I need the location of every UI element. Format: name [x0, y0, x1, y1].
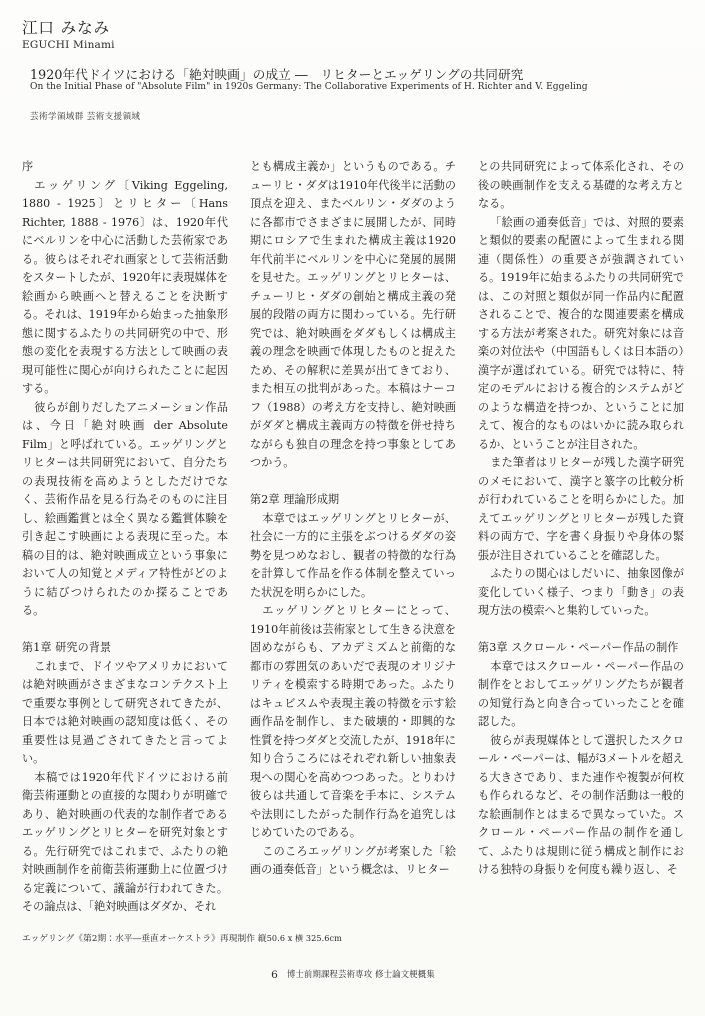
page-title: 1920年代ドイツにおける「絶対映画」の成立 ― リヒターとエッゲリングの共同研究 [30, 67, 524, 82]
body-column-2 [250, 158, 456, 903]
figure-caption-dimensions: 50.6 x 横 325.6cm [266, 933, 342, 943]
paragraph: ふたりの関心はしだいに、抽象図像が変化していく様子、つまり「動き」の表現方法の模索へと集約していった。 [478, 567, 684, 617]
page-content [22, 0, 684, 1016]
page-subtitle-english: On the Initial Phase of "Absolute Film" in 1920s Germany: The Collaborative Experiments of H. Richter and V. Eggeling [30, 82, 588, 92]
paragraph: 本稿では1920年代ドイツにおける前衛芸術運動との直接的な関わりが明確であり、絶対映画の代表的な制作者であるエッゲリングとリヒターを研究対象とする。先行研究ではこれまで、ふたりの絶対映画制作を前衛芸術運動上に位置づける定義について、議論が行われてきた。その論点は、「絶対映画はダダか、それ [22, 770, 228, 913]
page-number: 6 [271, 968, 278, 981]
paragraph: 彼らが表現媒体として選択したスクロール・ペーパーは、幅が3メートルを超える大きさであり、また連作や複製が何枚も作られるなど、その制作活動は一般的な絵画制作とはまるで異なっていた。スクロール・ペーパー作品の制作を通して、ふたりは規則に従う構成と制作における独特の身振りを何度も繰り返し、そ [478, 733, 684, 876]
paragraph-spacer [250, 473, 456, 492]
body-column-1 [22, 158, 228, 913]
paragraph: エッゲリングとリヒターにとって、1910年前後は芸術家として生きる決意を固めながらも、アカデミズムと前衛的な都市の雰囲気のあいだで表現のオリジナリティを模索する時期であった。ふたりはキュビスムや表現主義の特徴を示す絵画作品を制作し、また破壊的・即興的な性質を持つダダと交流したが、1918年に知り合うころにはそれぞれ新しい抽象表現への関心を高めつつあった。とりわけ彼らは共通して音楽を手本に、システムや法則にしたがった制作行為を追究しはじめていたのである。 [250, 604, 456, 839]
page-footer [22, 968, 684, 981]
section-heading-chapter-3: 第3章 スクロール・ペーパー作品の制作 [478, 641, 679, 654]
paragraph: との共同研究によって体系化され、その後の映画制作を支える基礎的な考え方となる。 [478, 160, 684, 210]
paragraph: これまで、ドイツやアメリカにおいては絶対映画がさまざまなコンテクスト上で重要な事例として研究されてきたが、日本では絶対映画の認知度は低く、その重要性は見過ごされてきたと言ってよい。 [22, 659, 228, 765]
paragraph: エッゲリング〔Viking Eggeling, 1880 - 1925〕とリヒター〔Hans Richter, 1888 - 1976〕は、1920年代にベルリンを中心に活動した芸術家である。彼らはそれぞれ画家として芸術活動をスタートしたが、1920年に表現媒体を絵画から映画へと替えることを決断する。それは、1919年から始まった抽象形態に関するふたりの共同研究の中で、形態の変化を表現する方法として映画の表現可能性に関心が向けられたことに起因する。 [22, 178, 228, 395]
affiliation-label: 芸術学領域群 芸術支援領域 [30, 112, 141, 122]
paragraph-spacer [478, 621, 684, 640]
section-heading-intro: 序 [22, 160, 34, 173]
body-column-3 [478, 158, 684, 903]
paragraph: このころエッゲリングが考案した「絵画の通奏低音」という概念は、リヒター [250, 844, 456, 876]
figure-caption [22, 932, 342, 944]
paragraph: 彼らが創りだしたアニメーション作品は、今日「絶対映画 der Absolute Film」と呼ばれている。エッゲリングとリヒターは共同研究において、自分たちの表現技術を高めようとしただけでなく、芸術作品を見る行為そのものに注目し、絵画鑑賞とは全く異なる鑑賞体験を引き起こす映画による表現に至った。本稿の目的は、絶対映画成立という事象において人の知覚とメディア特性がどのように結びつけられたのか探ることである。 [22, 400, 228, 617]
author-name-japanese: 江口 みなみ [22, 19, 111, 37]
paragraph: とも構成主義か」というものである。チューリヒ・ダダは1910年代後半に活動の頂点を迎え、またベルリン・ダダのように各都市でさまざまに展開したが、同時期にロシアで生まれた構成主義は1920年代前半にベルリンを中心に発展的展開を見せた。エッゲリングとリヒターは、チューリヒ・ダダの創始と構成主義の発展的段階の両方に関わっている。先行研究では、絶対映画をダダもしくは構成主義の理念を映画で体現したものと捉えたため、その解釈に差異が出てきており、また相互の批判があった。本稿はナーコフ（1988）の考え方を支持し、絶対映画がダダと構成主義両方の特徴を併せ持ちながらも独自の理念を持つ事象としてあつかう。 [250, 160, 456, 469]
paragraph: 「絵画の通奏低音」では、対照的要素と類似的要素の配置によって生まれる関連（関係性）の重要さが強調されている。1919年に始まるふたりの共同研究では、この対照と類似が同一作品内に配置されることで、複合的な関連要素を構成する方法が考案された。研究対象には音楽の対位法や（中国語もしくは日本語の）漢字が選ばれている。研究では特に、特定のモデルにおける複合的システムがどのような構造を持つか、ということに加えて、複合的なものはいかに読み取られるか、ということが注目された。 [478, 215, 684, 451]
body-columns [22, 158, 684, 913]
paragraph: また筆者はリヒターが残した漢字研究のメモにおいて、漢字と篆字の比較分析が行われていることを明らかにした。加えてエッゲリングとリヒターが残した資料の両方で、字を書く身振りや身体の緊張が注目されていることを確認した。 [478, 456, 684, 562]
paragraph: 本章ではスクロール・ペーパー作品の制作をとおしてエッゲリングたちが観者の知覚行為と向き合っていったことを確認した。 [478, 659, 684, 728]
author-name-romanized: EGUCHI Minami [22, 39, 115, 51]
paragraph-spacer [22, 621, 228, 640]
section-heading-chapter-1: 第1章 研究の背景 [22, 641, 112, 654]
section-heading-chapter-2: 第2章 理論形成期 [250, 493, 340, 506]
paragraph: 本章ではエッゲリングとリヒターが、社会に一方的に主張をぶつけるダダの姿勢を見つめなおし、観者の特徴的な行為を計算して作品を作る体制を整えていった状況を明らかにした。 [250, 511, 456, 599]
figure-caption-text: エッゲリング《第2期：水平―垂直オーケストラ》再現制作 縦 [22, 934, 267, 944]
footer-imprint: 博士前期課程芸術専攻 修士論文梗概集 [286, 969, 435, 979]
